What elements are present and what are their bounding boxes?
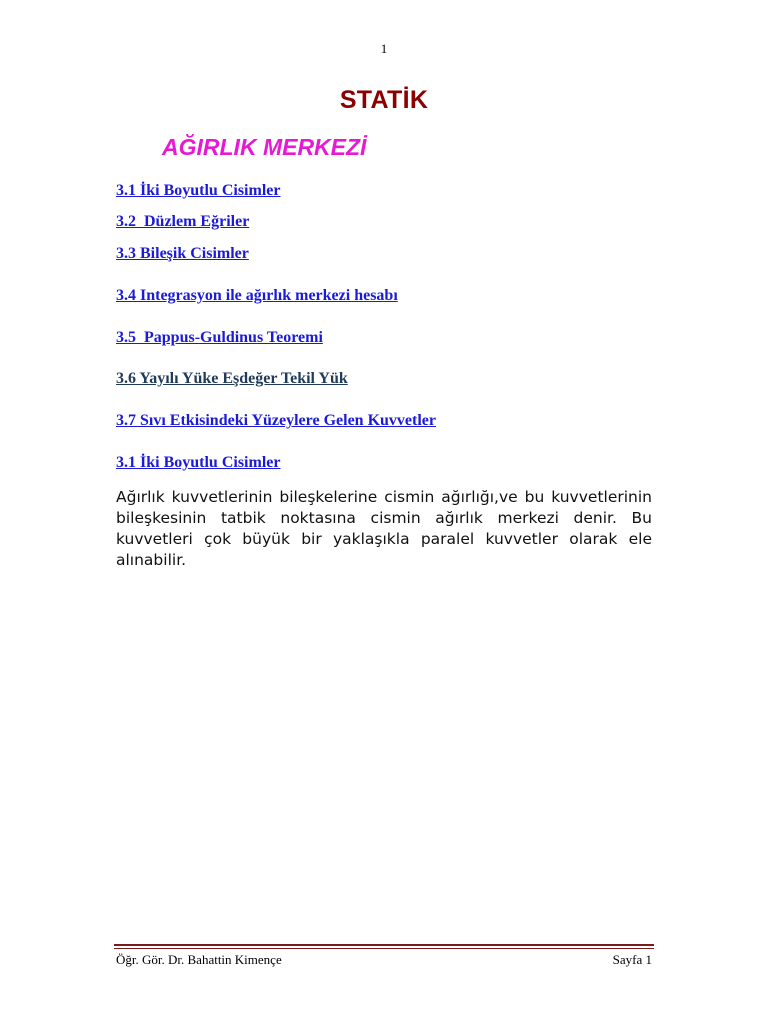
page-subtitle: AĞIRLIK MERKEZİ (162, 134, 367, 160)
page-number: 1 (380, 41, 388, 56)
section-heading-link[interactable]: 3.1 İki Boyutlu Cisimler (116, 454, 281, 471)
footer-divider-thin (114, 948, 654, 949)
page-title: STATİK (339, 86, 429, 114)
toc-link-3-4[interactable]: 3.4 Integrasyon ile ağırlık merkezi hesabı (116, 287, 398, 304)
toc-link-3-2[interactable]: 3.2 Düzlem Eğriler (116, 213, 250, 230)
footer-author: Öğr. Gör. Dr. Bahattin Kimençe (116, 952, 282, 967)
toc-link-3-5[interactable]: 3.5 Pappus-Guldinus Teoremi (116, 329, 323, 346)
body-paragraph: Ağırlık kuvvetlerinin bileşkelerine cismin ağırlığı,ve bu kuvvetlerinin bileşkesinin tatbik noktasına cismin ağırlık merkezi denir. Bu kuvvetleri çok büyük bir yaklaşıkla paralel kuvvetler olarak ele alınabilir. (116, 488, 652, 569)
toc-link-3-1[interactable]: 3.1 İki Boyutlu Cisimler (116, 182, 281, 199)
toc-link-3-3[interactable]: 3.3 Bileşik Cisimler (116, 245, 249, 262)
footer-page-label: Sayfa 1 (612, 952, 652, 967)
footer-divider (114, 944, 654, 946)
toc-link-3-7[interactable]: 3.7 Sıvı Etkisindeki Yüzeylere Gelen Kuvvetler (116, 412, 436, 429)
toc-link-3-6[interactable]: 3.6 Yayılı Yüke Eşdeğer Tekil Yük (116, 370, 348, 387)
